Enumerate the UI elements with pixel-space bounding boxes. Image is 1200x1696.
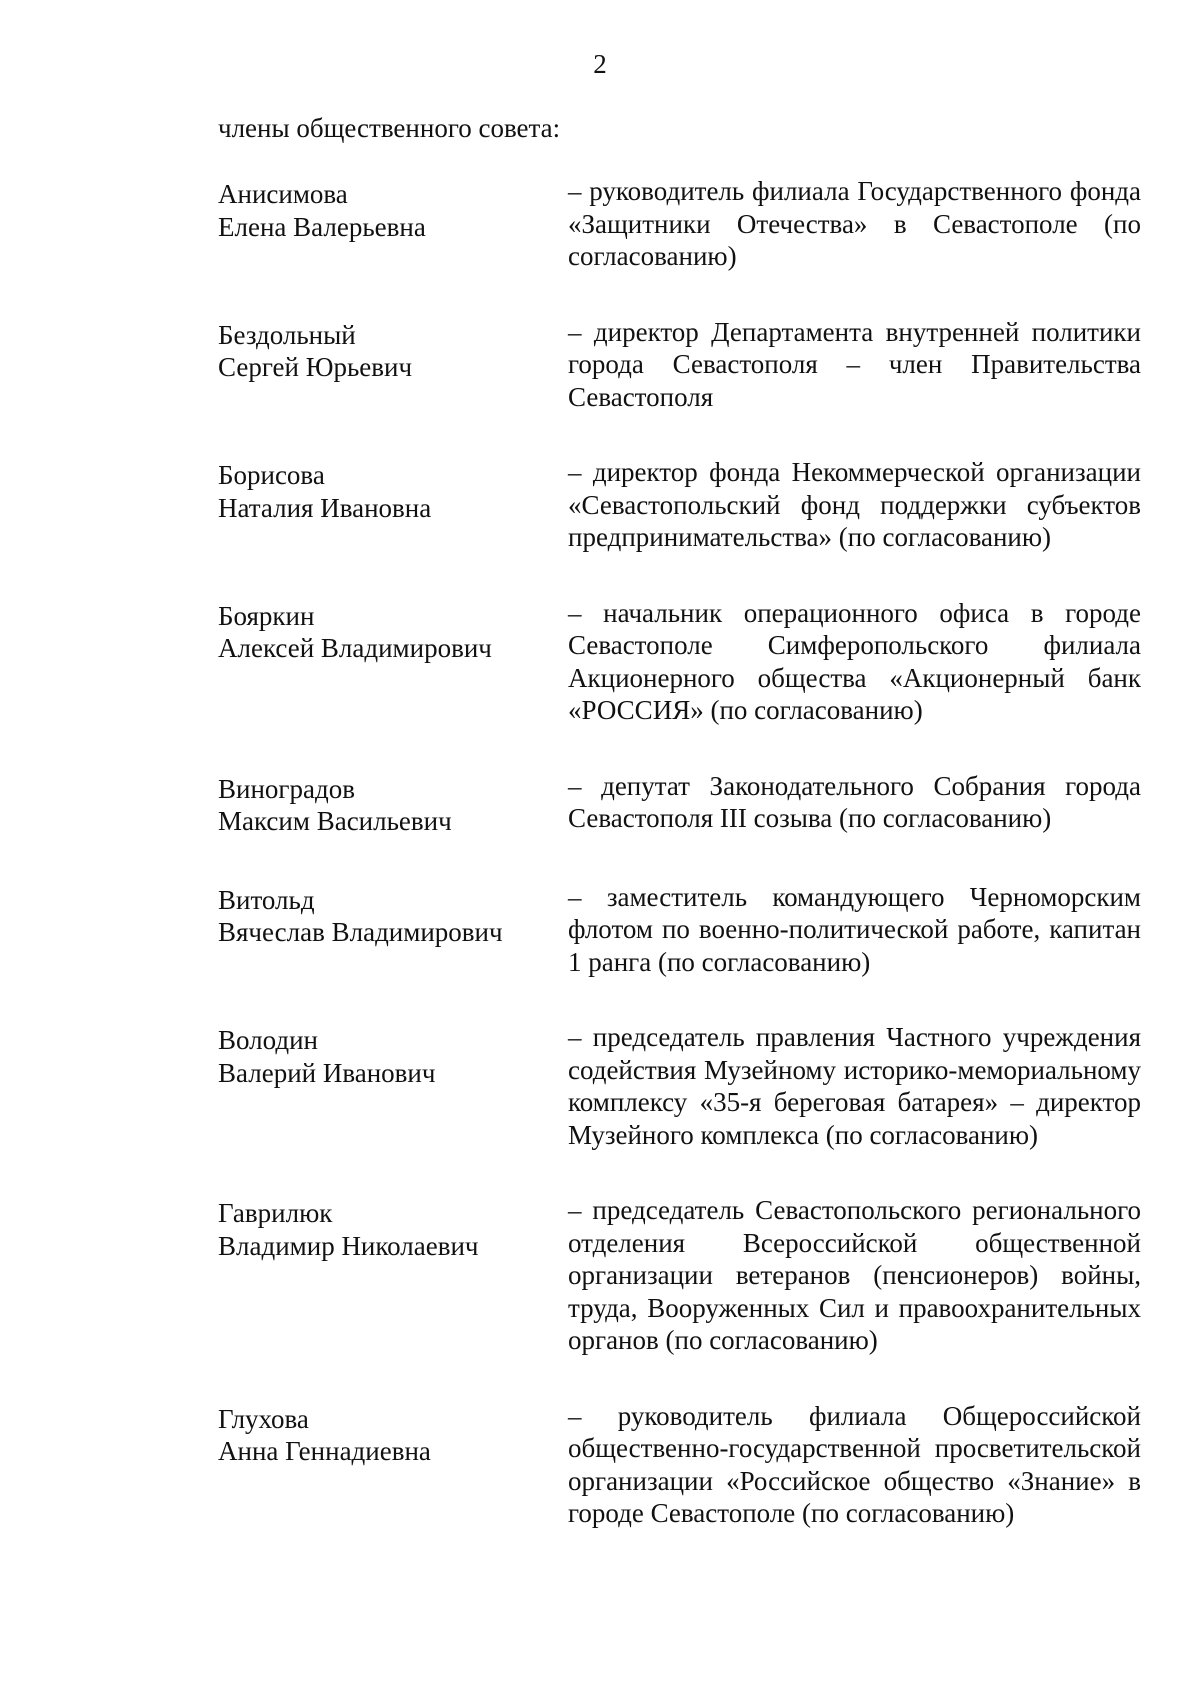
member-name — [218, 1021, 558, 1151]
member-given-names: Владимир Николаевич — [218, 1230, 479, 1261]
member-surname: Бездольный — [218, 319, 356, 350]
member-name — [218, 881, 558, 979]
member-surname: Глухова — [218, 1403, 309, 1434]
member-row — [218, 1400, 1141, 1530]
members-list — [218, 175, 1141, 1573]
member-name — [218, 597, 558, 727]
member-surname: Володин — [218, 1025, 318, 1055]
member-given-names: Наталия Ивановна — [218, 492, 432, 523]
members-intro-heading: члены общественного совета: — [218, 113, 561, 143]
member-position: – начальник операционного офиса в городе Севастополе Симферопольского филиала Акционерного общества «Акционерный банк «РОССИЯ» (по согласованию) — [568, 597, 1141, 725]
member-name — [218, 1400, 558, 1530]
member-given-names: Вячеслав Владимирович — [218, 917, 503, 947]
member-position: – заместитель командующего Черноморским флотом по военно-политической работе, капитан 1 ранга (по согласованию) — [568, 881, 1141, 977]
member-given-names: Анна Геннадиевна — [218, 1436, 431, 1466]
page-number: 2 — [593, 49, 607, 79]
member-row — [218, 456, 1141, 554]
member-position: – директор Департамента внутренней политики города Севастополя – член Правительства Севастополя — [568, 316, 1141, 412]
member-given-names: Валерий Иванович — [218, 1057, 436, 1088]
member-row — [218, 316, 1141, 414]
member-surname: Борисова — [218, 460, 325, 490]
member-given-names: Елена Валерьевна — [218, 211, 426, 242]
member-given-names: Алексей Владимирович — [218, 633, 492, 663]
member-position: – председатель правления Частного учреждения содействия Музейному историко-мемориальному комплексу «35-я береговая батарея» – директор Музейного комплекса (по согласованию) — [568, 1022, 1141, 1150]
member-surname: Витольд — [218, 884, 315, 915]
member-position: – депутат Законодательного Собрания города Севастополя III созыва (по согласованию) — [568, 770, 1141, 833]
member-row — [218, 597, 1141, 727]
member-row — [218, 770, 1141, 838]
member-position: – руководитель филиала Государственного фонда «Защитники Отечества» в Севастополе (по согласованию) — [568, 176, 1141, 271]
member-row — [218, 175, 1141, 273]
member-position: – руководитель филиала Общероссийской общественно-государственной просветительской организации «Российское общество «Знание» в городе Севастополе (по согласованию) — [568, 1400, 1141, 1528]
member-name — [218, 316, 558, 414]
member-surname: Виноградов — [218, 773, 355, 804]
member-surname: Анисимова — [218, 179, 348, 209]
member-name — [218, 456, 558, 554]
member-row — [218, 1194, 1141, 1357]
member-row — [218, 1021, 1141, 1151]
member-given-names: Сергей Юрьевич — [218, 352, 413, 382]
member-row — [218, 881, 1141, 979]
member-position: – директор фонда Некоммерческой организации «Севастопольский фонд поддержки субъектов предпринимательства» (по согласованию) — [568, 457, 1141, 552]
member-name — [218, 175, 558, 273]
member-name — [218, 1194, 558, 1357]
member-position: – председатель Севастопольского регионального отделения Всероссийской общественной организации ветеранов (пенсионеров) войны, труда, Вооруженных Сил и правоохранительных органов (по согласованию) — [568, 1195, 1141, 1355]
member-name — [218, 770, 558, 838]
member-given-names: Максим Васильевич — [218, 806, 452, 836]
member-surname: Гаврилюк — [218, 1198, 333, 1228]
member-surname: Бояркин — [218, 600, 315, 631]
